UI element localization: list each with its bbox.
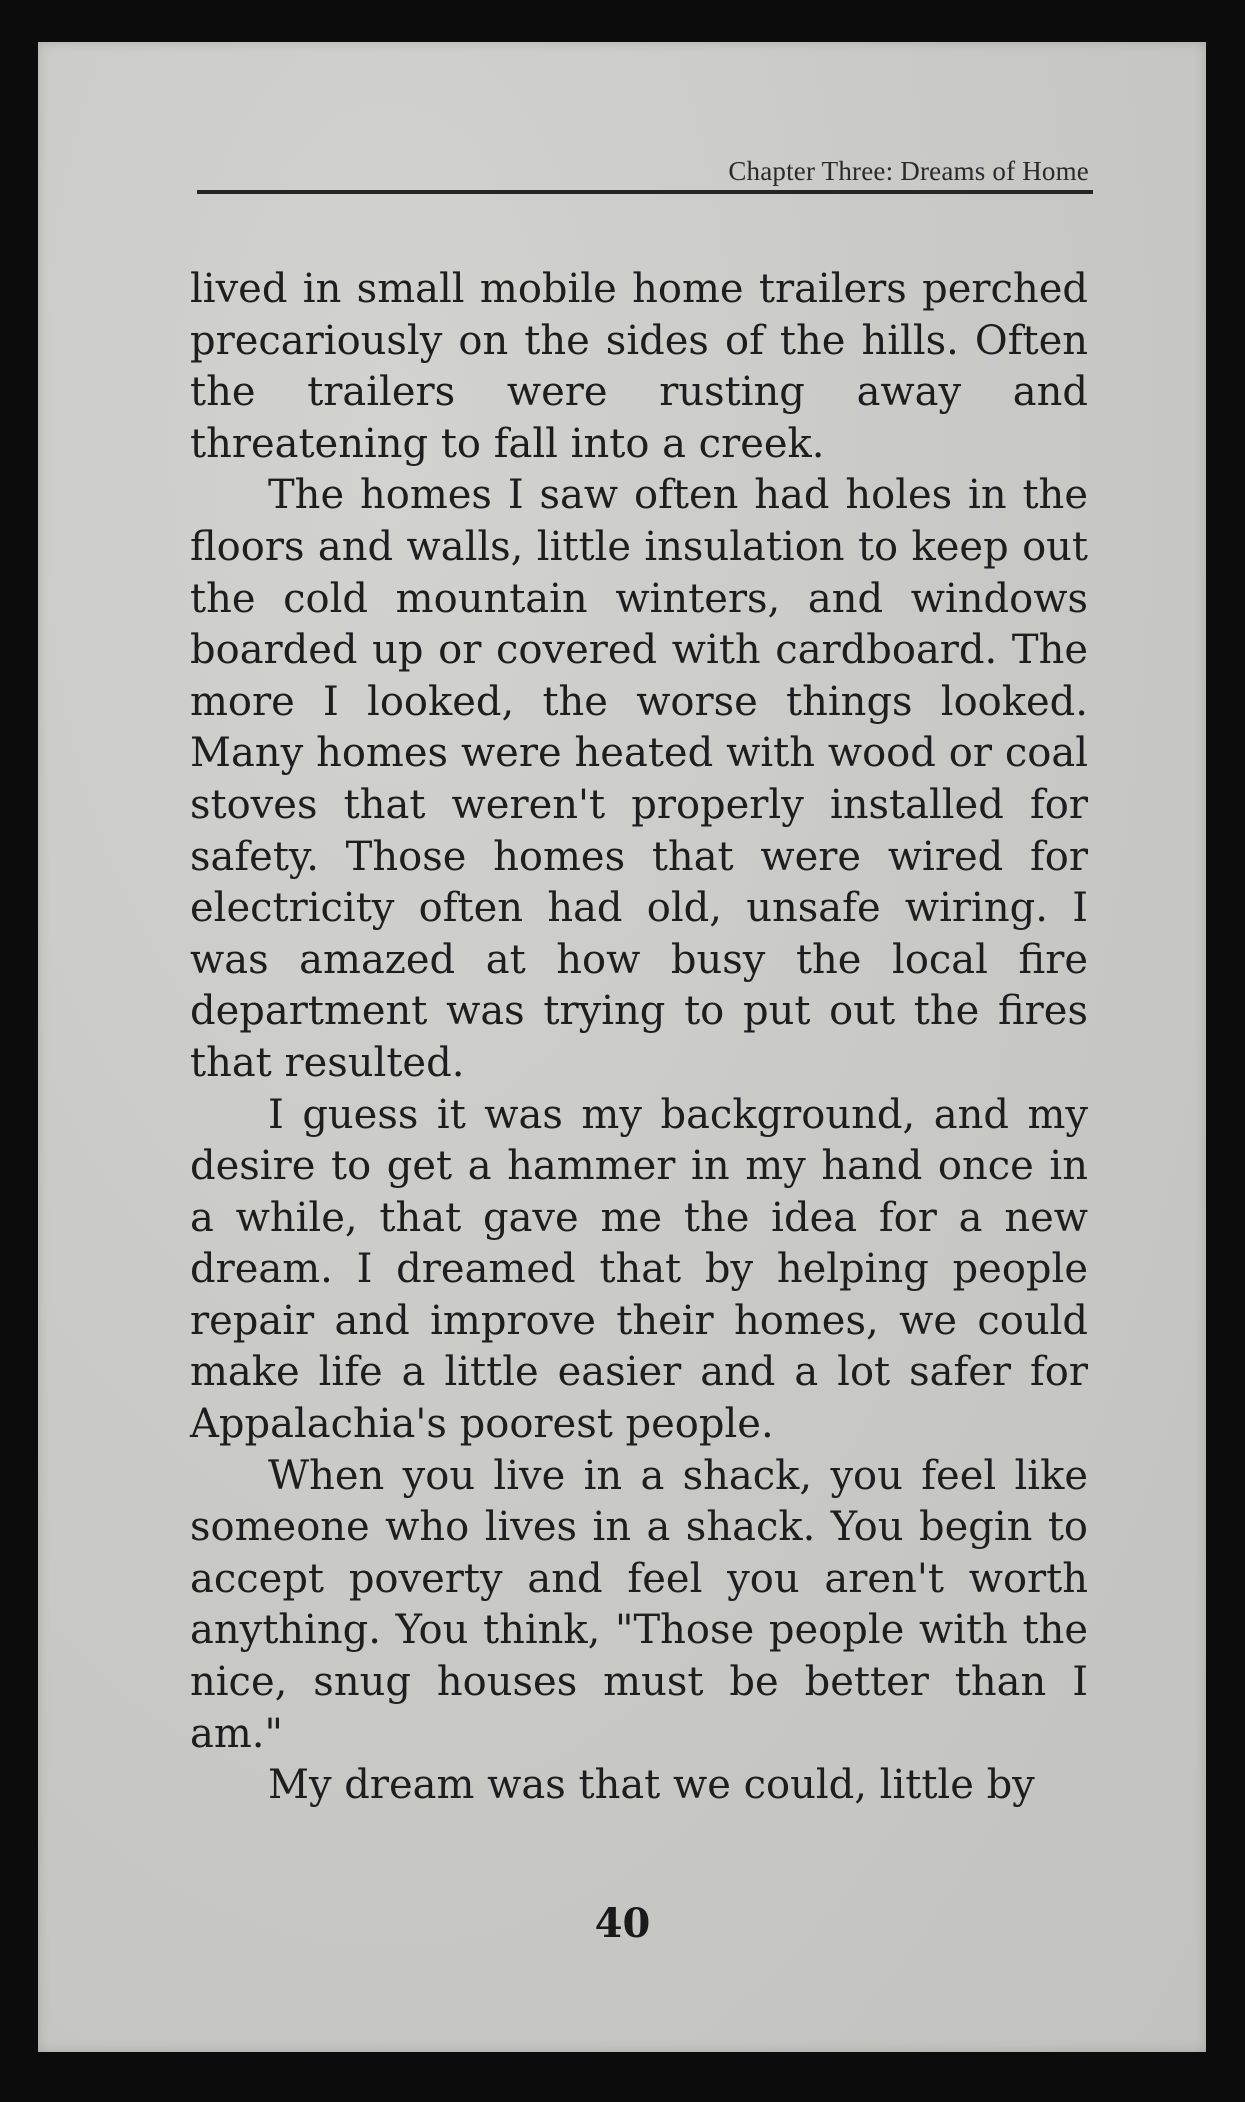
body-text bbox=[190, 264, 1088, 1812]
header-rule bbox=[197, 190, 1093, 194]
paragraph: I guess it was my background, and my desire to get a hammer in my hand once in a while, that gave me the idea for a new dream. I dreamed that by helping people repair and improve their homes, we could make life a little easier and a lot safer for Appalachia's poorest people. bbox=[190, 1091, 1088, 1448]
paragraph: The homes I saw often had holes in the floors and walls, little insulation to keep out the cold mountain winters, and windows boarded up or covered with cardboard. The more I looked, the worse things looked. Many homes were heated with wood or coal stoves that weren't properly installed for safety. Those homes that were wired for electricity often had old, unsafe wiring. I was amazed at how busy the local fire department was trying to put out the fires that resulted. bbox=[190, 472, 1088, 1086]
running-head: Chapter Three: Dreams of Home bbox=[728, 156, 1089, 186]
page-number: 40 bbox=[594, 1900, 651, 1947]
paragraph: When you live in a shack, you feel like someone who lives in a shack. You begin to accept poverty and feel you aren't worth anything. You think, "Those people with the nice, snug houses must be better than I am." bbox=[190, 1452, 1088, 1757]
paragraph-last: My dream was that we could, little by bbox=[268, 1762, 1035, 1809]
paragraph-continued: lived in small mobile home trailers perched precariously on the sides of the hills. Often the trailers were rusting away and threatening to fall into a creek. bbox=[190, 266, 1088, 467]
